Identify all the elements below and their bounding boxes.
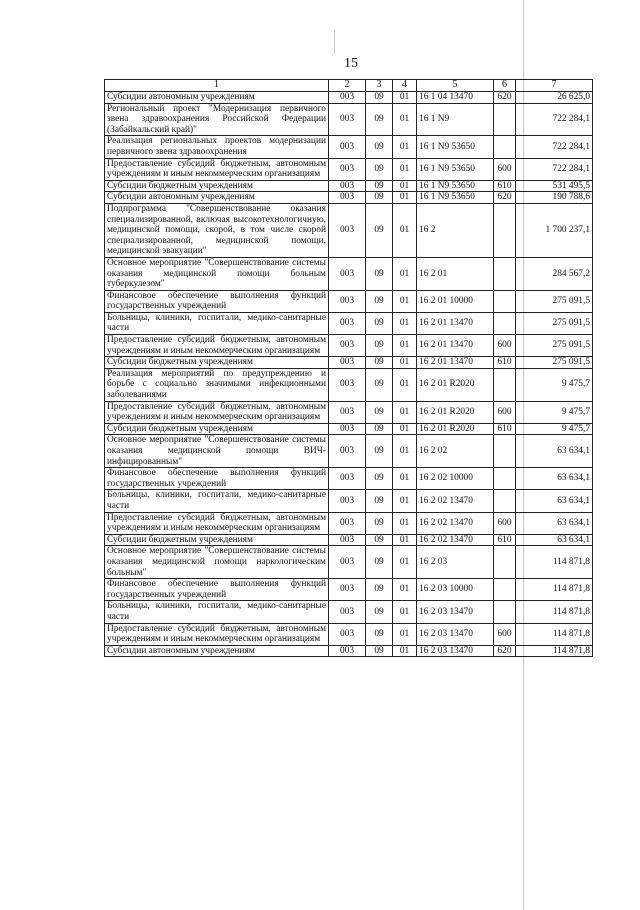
- ministry-code-cell: 003: [329, 534, 366, 546]
- amount-cell: 722 284,1: [516, 158, 593, 180]
- expense-type-cell: 620: [494, 92, 516, 104]
- row-name-cell: Субсидии автономным учреждениям: [105, 92, 329, 104]
- target-article-cell: 16 2 03 13470: [417, 623, 494, 645]
- amount-cell: 63 634,1: [516, 512, 593, 534]
- target-article-cell: 16 1 04 13470: [417, 92, 494, 104]
- target-article-cell: 16 2 01 13470: [417, 335, 494, 357]
- expense-type-cell: [494, 103, 516, 136]
- row-name-cell: Предоставление субсидий бюджетным, автономным учреждениям и иным некоммерческим организациям: [105, 512, 329, 534]
- table-row: [105, 423, 593, 435]
- ministry-code-cell: 003: [329, 312, 366, 334]
- row-name-cell: Реализация региональных проектов модернизации первичного звена здравоохранения: [105, 136, 329, 158]
- amount-cell: 9 475,7: [516, 401, 593, 423]
- amount-cell: 114 871,8: [516, 623, 593, 645]
- amount-cell: 190 788,6: [516, 192, 593, 204]
- amount-cell: 275 091,5: [516, 335, 593, 357]
- ministry-code-cell: 003: [329, 257, 366, 290]
- subsection-cell: 01: [393, 335, 417, 357]
- section-cell: 09: [366, 435, 393, 468]
- section-cell: 09: [366, 312, 393, 334]
- target-article-cell: 16 2 01 13470: [417, 312, 494, 334]
- target-article-cell: 16 1 N9 53650: [417, 180, 494, 192]
- section-cell: 09: [366, 490, 393, 512]
- expense-type-cell: [494, 257, 516, 290]
- ministry-code-cell: 003: [329, 192, 366, 204]
- section-cell: 09: [366, 534, 393, 546]
- section-cell: 09: [366, 335, 393, 357]
- table-row: [105, 468, 593, 490]
- ministry-code-cell: 003: [329, 579, 366, 601]
- expense-type-cell: [494, 579, 516, 601]
- amount-cell: 275 091,5: [516, 357, 593, 369]
- subsection-cell: 01: [393, 290, 417, 312]
- expense-type-cell: [494, 368, 516, 401]
- scan-artifact-line: [334, 30, 335, 54]
- table-row: [105, 290, 593, 312]
- subsection-cell: 01: [393, 512, 417, 534]
- amount-cell: 63 634,1: [516, 490, 593, 512]
- ministry-code-cell: 003: [329, 368, 366, 401]
- section-cell: 09: [366, 158, 393, 180]
- ministry-code-cell: 003: [329, 468, 366, 490]
- row-name-cell: Предоставление субсидий бюджетным, автономным учреждениям и иным некоммерческим организациям: [105, 158, 329, 180]
- section-cell: 09: [366, 423, 393, 435]
- table-row: [105, 357, 593, 369]
- amount-cell: 114 871,8: [516, 546, 593, 579]
- expense-type-cell: 600: [494, 335, 516, 357]
- row-name-cell: Субсидии бюджетным учреждениям: [105, 357, 329, 369]
- expense-type-cell: [494, 312, 516, 334]
- subsection-cell: 01: [393, 601, 417, 623]
- ministry-code-cell: 003: [329, 423, 366, 435]
- row-name-cell: Субсидии автономным учреждениям: [105, 192, 329, 204]
- row-name-cell: Больницы, клиники, госпитали, медико-санитарные части: [105, 601, 329, 623]
- table-row: [105, 192, 593, 204]
- ministry-code-cell: 003: [329, 290, 366, 312]
- row-name-cell: Региональный проект "Модернизация первичного звена здравоохранения Российской Федерации (Забайкальский край)": [105, 103, 329, 136]
- target-article-cell: 16 1 N9: [417, 103, 494, 136]
- table-row: [105, 335, 593, 357]
- subsection-cell: 01: [393, 257, 417, 290]
- expense-type-cell: 620: [494, 192, 516, 204]
- expense-type-cell: [494, 468, 516, 490]
- target-article-cell: 16 2 01: [417, 257, 494, 290]
- target-article-cell: 16 2: [417, 203, 494, 257]
- ministry-code-cell: 003: [329, 136, 366, 158]
- table-row: [105, 534, 593, 546]
- expense-type-cell: 610: [494, 357, 516, 369]
- subsection-cell: 01: [393, 158, 417, 180]
- ministry-code-cell: 003: [329, 490, 366, 512]
- column-header: 5: [417, 80, 494, 92]
- subsection-cell: 01: [393, 490, 417, 512]
- amount-cell: 114 871,8: [516, 601, 593, 623]
- section-cell: 09: [366, 136, 393, 158]
- target-article-cell: 16 2 02 10000: [417, 468, 494, 490]
- ministry-code-cell: 003: [329, 357, 366, 369]
- row-name-cell: Реализация мероприятий по предупреждению и борьбе с социально значимыми инфекционными заболеваниями: [105, 368, 329, 401]
- section-cell: 09: [366, 401, 393, 423]
- section-cell: 09: [366, 579, 393, 601]
- row-name-cell: Субсидии бюджетным учреждениям: [105, 534, 329, 546]
- subsection-cell: 01: [393, 534, 417, 546]
- row-name-cell: Основное мероприятие "Совершенствование системы оказания медицинской помощи наркологическим больным": [105, 546, 329, 579]
- table-row: [105, 490, 593, 512]
- table-header-row: [105, 80, 593, 92]
- expense-type-cell: 610: [494, 180, 516, 192]
- section-cell: 09: [366, 103, 393, 136]
- subsection-cell: 01: [393, 368, 417, 401]
- row-name-cell: Финансовое обеспечение выполнения функций государственных учреждений: [105, 468, 329, 490]
- expense-type-cell: [494, 601, 516, 623]
- ministry-code-cell: 003: [329, 435, 366, 468]
- ministry-code-cell: 003: [329, 335, 366, 357]
- column-header: 3: [366, 80, 393, 92]
- row-name-cell: Финансовое обеспечение выполнения функций государственных учреждений: [105, 579, 329, 601]
- target-article-cell: 16 2 03 13470: [417, 645, 494, 657]
- amount-cell: 63 634,1: [516, 468, 593, 490]
- subsection-cell: 01: [393, 401, 417, 423]
- amount-cell: 1 700 237,1: [516, 203, 593, 257]
- subsection-cell: 01: [393, 312, 417, 334]
- target-article-cell: 16 2 01 R2020: [417, 401, 494, 423]
- table-row: [105, 103, 593, 136]
- subsection-cell: 01: [393, 435, 417, 468]
- section-cell: 09: [366, 92, 393, 104]
- expense-type-cell: 620: [494, 645, 516, 657]
- ministry-code-cell: 003: [329, 158, 366, 180]
- amount-cell: 63 634,1: [516, 435, 593, 468]
- table-row: [105, 203, 593, 257]
- target-article-cell: 16 2 03 13470: [417, 601, 494, 623]
- table-row: [105, 92, 593, 104]
- expense-type-cell: 600: [494, 401, 516, 423]
- subsection-cell: 01: [393, 645, 417, 657]
- table-body: [105, 92, 593, 657]
- amount-cell: 63 634,1: [516, 534, 593, 546]
- target-article-cell: 16 2 01 R2020: [417, 423, 494, 435]
- expense-type-cell: [494, 136, 516, 158]
- section-cell: 09: [366, 192, 393, 204]
- row-name-cell: Субсидии автономным учреждениям: [105, 645, 329, 657]
- subsection-cell: 01: [393, 92, 417, 104]
- row-name-cell: Больницы, клиники, госпитали, медико-санитарные части: [105, 490, 329, 512]
- amount-cell: 275 091,5: [516, 290, 593, 312]
- row-name-cell: Подпрограмма "Совершенствование оказания специализированной, включая высокотехнологичную, медицинской помощи, скорой, в том числе скорой специализированной, медицинской помощи, медицинской эвакуации": [105, 203, 329, 257]
- table-row: [105, 601, 593, 623]
- target-article-cell: 16 2 03: [417, 546, 494, 579]
- expense-type-cell: [494, 490, 516, 512]
- section-cell: 09: [366, 623, 393, 645]
- subsection-cell: 01: [393, 103, 417, 136]
- amount-cell: 114 871,8: [516, 645, 593, 657]
- budget-table: [104, 79, 593, 657]
- target-article-cell: 16 2 01 R2020: [417, 368, 494, 401]
- ministry-code-cell: 003: [329, 203, 366, 257]
- subsection-cell: 01: [393, 357, 417, 369]
- table-row: [105, 158, 593, 180]
- ministry-code-cell: 003: [329, 623, 366, 645]
- section-cell: 09: [366, 468, 393, 490]
- table-row: [105, 257, 593, 290]
- table-row: [105, 546, 593, 579]
- table-row: [105, 368, 593, 401]
- table-row: [105, 435, 593, 468]
- expense-type-cell: [494, 203, 516, 257]
- row-name-cell: Основное мероприятие "Совершенствование системы оказания медицинской помощи больным туберкулезом": [105, 257, 329, 290]
- target-article-cell: 16 2 02: [417, 435, 494, 468]
- row-name-cell: Основное мероприятие "Совершенствование системы оказания медицинской помощи ВИЧ-инфицированным": [105, 435, 329, 468]
- amount-cell: 284 567,2: [516, 257, 593, 290]
- ministry-code-cell: 003: [329, 180, 366, 192]
- table-row: [105, 623, 593, 645]
- table-row: [105, 401, 593, 423]
- column-header: 7: [516, 80, 593, 92]
- table-row: [105, 312, 593, 334]
- expense-type-cell: 610: [494, 423, 516, 435]
- section-cell: 09: [366, 357, 393, 369]
- table-row: [105, 645, 593, 657]
- amount-cell: 275 091,5: [516, 312, 593, 334]
- table-row: [105, 136, 593, 158]
- expense-type-cell: [494, 290, 516, 312]
- section-cell: 09: [366, 645, 393, 657]
- subsection-cell: 01: [393, 579, 417, 601]
- row-name-cell: Финансовое обеспечение выполнения функций государственных учреждений: [105, 290, 329, 312]
- expense-type-cell: 600: [494, 512, 516, 534]
- ministry-code-cell: 003: [329, 512, 366, 534]
- amount-cell: 722 284,1: [516, 136, 593, 158]
- expense-type-cell: 610: [494, 534, 516, 546]
- row-name-cell: Предоставление субсидий бюджетным, автономным учреждениям и иным некоммерческим организациям: [105, 623, 329, 645]
- section-cell: 09: [366, 203, 393, 257]
- section-cell: 09: [366, 368, 393, 401]
- subsection-cell: 01: [393, 623, 417, 645]
- target-article-cell: 16 2 02 13470: [417, 490, 494, 512]
- row-name-cell: Субсидии бюджетным учреждениям: [105, 180, 329, 192]
- amount-cell: 114 871,8: [516, 579, 593, 601]
- section-cell: 09: [366, 512, 393, 534]
- target-article-cell: 16 2 02 13470: [417, 512, 494, 534]
- ministry-code-cell: 003: [329, 92, 366, 104]
- expense-type-cell: [494, 546, 516, 579]
- column-header: 4: [393, 80, 417, 92]
- row-name-cell: Субсидии бюджетным учреждениям: [105, 423, 329, 435]
- amount-cell: 9 475,7: [516, 368, 593, 401]
- section-cell: 09: [366, 257, 393, 290]
- subsection-cell: 01: [393, 423, 417, 435]
- table-row: [105, 180, 593, 192]
- ministry-code-cell: 003: [329, 401, 366, 423]
- subsection-cell: 01: [393, 468, 417, 490]
- column-header: 6: [494, 80, 516, 92]
- target-article-cell: 16 2 01 10000: [417, 290, 494, 312]
- target-article-cell: 16 1 N9 53650: [417, 192, 494, 204]
- amount-cell: 26 625,0: [516, 92, 593, 104]
- expense-type-cell: 600: [494, 158, 516, 180]
- page-number: 15: [344, 56, 358, 71]
- target-article-cell: 16 2 01 13470: [417, 357, 494, 369]
- section-cell: 09: [366, 546, 393, 579]
- ministry-code-cell: 003: [329, 103, 366, 136]
- amount-cell: 531 495,5: [516, 180, 593, 192]
- row-name-cell: Предоставление субсидий бюджетным, автономным учреждениям и иным некоммерческим организациям: [105, 401, 329, 423]
- table-row: [105, 512, 593, 534]
- row-name-cell: Предоставление субсидий бюджетным, автономным учреждениям и иным некоммерческим организациям: [105, 335, 329, 357]
- target-article-cell: 16 2 03 10000: [417, 579, 494, 601]
- target-article-cell: 16 1 N9 53650: [417, 158, 494, 180]
- row-name-cell: Больницы, клиники, госпитали, медико-санитарные части: [105, 312, 329, 334]
- section-cell: 09: [366, 290, 393, 312]
- column-header: 1: [105, 80, 329, 92]
- subsection-cell: 01: [393, 180, 417, 192]
- amount-cell: 9 475,7: [516, 423, 593, 435]
- ministry-code-cell: 003: [329, 645, 366, 657]
- column-header: 2: [329, 80, 366, 92]
- expense-type-cell: [494, 435, 516, 468]
- subsection-cell: 01: [393, 203, 417, 257]
- expense-type-cell: 600: [494, 623, 516, 645]
- section-cell: 09: [366, 180, 393, 192]
- ministry-code-cell: 003: [329, 546, 366, 579]
- subsection-cell: 01: [393, 192, 417, 204]
- table-row: [105, 579, 593, 601]
- target-article-cell: 16 1 N9 53650: [417, 136, 494, 158]
- subsection-cell: 01: [393, 546, 417, 579]
- target-article-cell: 16 2 02 13470: [417, 534, 494, 546]
- subsection-cell: 01: [393, 136, 417, 158]
- amount-cell: 722 284,1: [516, 103, 593, 136]
- section-cell: 09: [366, 601, 393, 623]
- ministry-code-cell: 003: [329, 601, 366, 623]
